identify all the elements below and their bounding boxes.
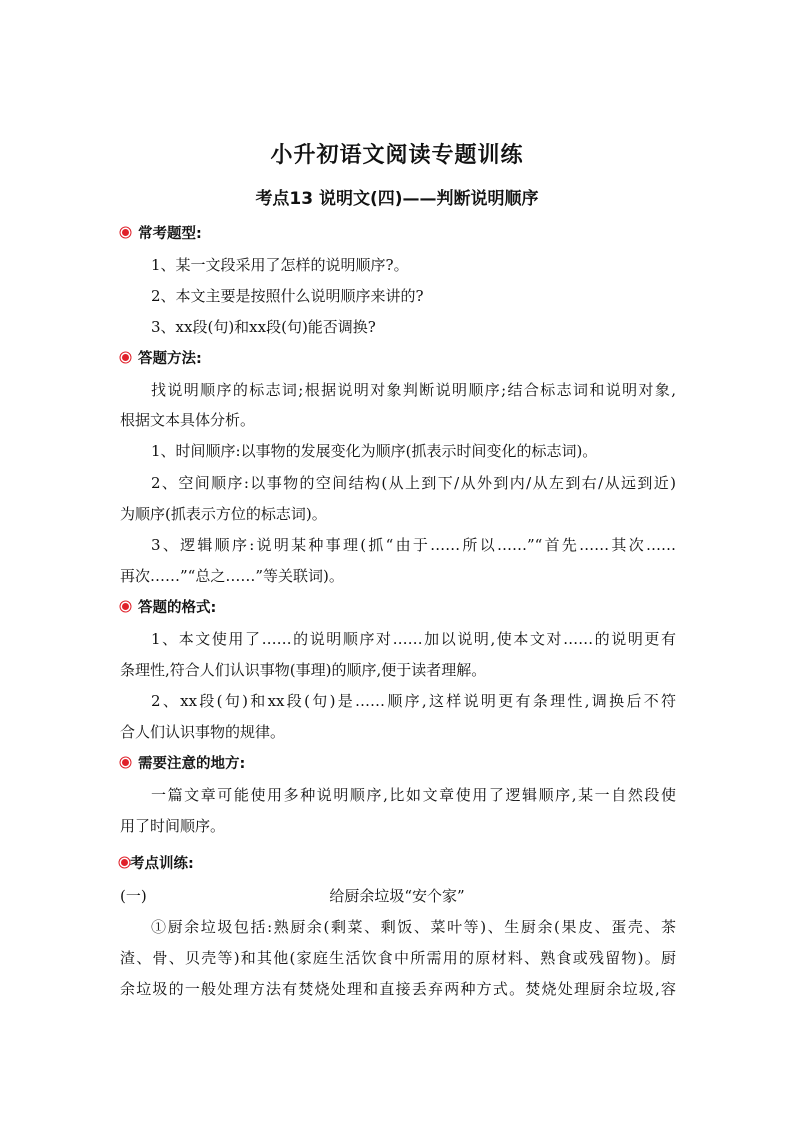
section-heading-text: 答题的格式:: [138, 600, 217, 616]
common-type-item: 1、某一文段采用了怎样的说明顺序?。: [151, 256, 409, 274]
section-heading-text: 考点训练:: [130, 856, 194, 872]
format-item-line: 合人们认识事物的规律。: [120, 723, 286, 741]
method-time-order: 1、时间顺序:以事物的发展变化为顺序(抓表示时间变化的标志词)。: [151, 442, 598, 460]
page-title: 小升初语文阅读专题训练: [270, 143, 524, 168]
red-bullet-icon: [121, 859, 128, 866]
format-item-line: 1、本文使用了……的说明顺序对……加以说明,使本文对……的说明更有: [151, 630, 676, 648]
passage-line: 余垃圾的一般处理方法有焚烧处理和直接丢弃两种方式。焚烧处理厨余垃圾,容: [120, 980, 676, 998]
method-space-order-line: 为顺序(抓表示方位的标志词)。: [120, 505, 327, 523]
method-intro-line: 根据文本具体分析。: [120, 411, 256, 429]
section-heading-text: 答题方法:: [138, 351, 202, 367]
notes-line: 一篇文章可能使用多种说明顺序,比如文章使用了逻辑顺序,某一自然段使: [151, 786, 676, 804]
method-intro-line: 找说明顺序的标志词;根据说明对象判断说明顺序;结合标志词和说明对象,: [151, 381, 676, 399]
format-item-line: 条理性,符合人们认识事物(事理)的顺序,便于读者理解。: [120, 661, 487, 679]
method-logic-order-line: 再次……”“总之……”等关联词)。: [120, 567, 344, 585]
section-heading-text: 常考题型:: [138, 226, 202, 242]
common-type-item: 3、xx段(句)和xx段(句)能否调换?: [151, 318, 376, 336]
method-space-order-line: 2、空间顺序:以事物的空间结构(从上到下/从外到内/从左到右/从远到近): [151, 474, 676, 492]
page-subtitle: 考点13 说明文(四)——判断说明顺序: [255, 189, 539, 209]
passage-line: ①厨余垃圾包括:熟厨余(剩菜、剩饭、菜叶等)、生厨余(果皮、蛋壳、茶: [151, 918, 676, 936]
passage-line: 渣、骨、贝壳等)和其他(家庭生活饮食中所需用的原材料、熟食或残留物)。厨: [120, 949, 676, 967]
red-bullet-icon: [122, 354, 129, 361]
section-heading-common-types: [120, 222, 202, 243]
section-heading-method: [120, 347, 202, 368]
section-heading-training: [119, 852, 194, 873]
format-item-line: 2、xx段(句)和xx段(句)是……顺序,这样说明更有条理性,调换后不符: [151, 692, 677, 710]
section-heading-text: 需要注意的地方:: [138, 756, 246, 772]
red-bullet-icon: [122, 603, 129, 610]
method-logic-order-line: 3、逻辑顺序:说明某种事理(抓“由于……所以……”“首先……其次……: [151, 536, 676, 554]
passage-title: 给厨余垃圾“安个家”: [329, 887, 465, 905]
red-bullet-icon: [122, 759, 129, 766]
section-heading-format: [120, 596, 216, 617]
notes-line: 用了时间顺序。: [120, 817, 226, 835]
section-heading-notes: [120, 752, 245, 773]
part-label: (一): [120, 887, 147, 905]
common-type-item: 2、本文主要是按照什么说明顺序来讲的?: [151, 287, 424, 305]
red-bullet-icon: [122, 229, 129, 236]
